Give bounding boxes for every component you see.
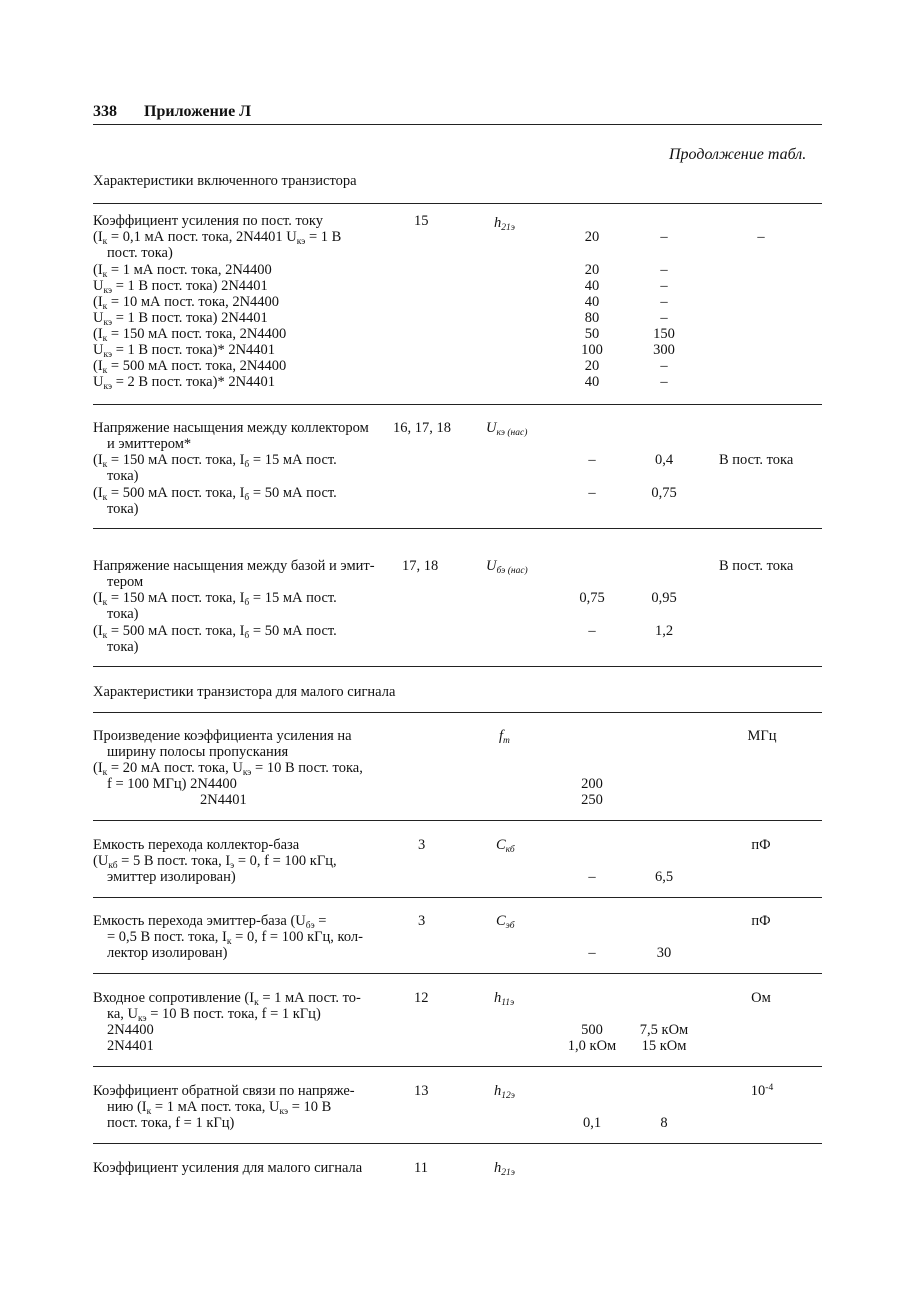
max-value: 1,2: [654, 623, 674, 639]
unit: –: [757, 229, 765, 245]
max-value: –: [660, 294, 668, 310]
unit: МГц: [747, 728, 777, 744]
param-line: тока): [107, 606, 139, 622]
param-line: и эмиттером*: [107, 436, 192, 452]
param-line: ($I_к = 500$ мА пост. тока, $I_б = 50$ мА пост.: [93, 485, 337, 503]
section-heading: Характеристики включенного транзистора: [93, 173, 357, 189]
unit: В пост. тока: [719, 452, 794, 468]
symbol: $h_{11э}$: [494, 990, 515, 1008]
param-line: Произведение коэффициента усиления на: [93, 728, 352, 744]
figure-ref: 11: [414, 1160, 428, 1176]
max-value: 6,5: [654, 869, 674, 885]
param-line: ($I_к = 10$ мА пост. тока, 2N4400: [93, 294, 280, 312]
unit: Ом: [751, 990, 771, 1006]
max-value: 150: [653, 326, 675, 342]
param-line: Коэффициент усиления по пост. току: [93, 213, 324, 229]
min-value: 20: [584, 262, 600, 278]
row-divider: [93, 1066, 822, 1067]
min-value: 40: [584, 278, 600, 294]
param-line: эмиттер изолирован): [107, 869, 236, 885]
row-divider: [93, 820, 822, 821]
param-line: ка, $U_{кэ} = 10$ В пост. тока, f = 1 кГц): [107, 1006, 321, 1024]
max-value: 30: [656, 945, 672, 961]
max-value: –: [660, 374, 668, 390]
max-value: 8: [660, 1115, 668, 1131]
param-line: тером: [107, 574, 144, 590]
max-value: 15 кОм: [641, 1038, 687, 1054]
min-value: –: [588, 485, 596, 501]
param-line: нию ($I_к = 1$ мА пост. тока, $U_{кэ} = 10$ В: [107, 1099, 332, 1117]
symbol: $U_{бэ (нас)}$: [486, 558, 528, 576]
max-value: 7,5 кОм: [639, 1022, 689, 1038]
figure-ref: 16, 17, 18: [393, 420, 451, 436]
min-value: 500: [581, 1022, 603, 1038]
min-value: 0,75: [579, 590, 605, 606]
page-number: 338: [93, 103, 117, 120]
appendix-title: Приложение Л: [144, 103, 252, 120]
table-rule: [93, 203, 822, 204]
min-value: 80: [584, 310, 600, 326]
param-line: ширину полосы пропускания: [107, 744, 289, 760]
max-value: 0,95: [651, 590, 677, 606]
param-line: 2N4401: [107, 1038, 154, 1054]
min-value: –: [588, 869, 596, 885]
param-line: ($I_к = 500$ мА пост. тока, 2N4400: [93, 358, 287, 376]
continuation-label: Продолжение табл.: [669, 146, 807, 163]
symbol: $f_т$: [499, 728, 510, 746]
min-value: –: [588, 945, 596, 961]
min-value: 1,0 кОм: [567, 1038, 617, 1054]
figure-ref: 12: [414, 990, 429, 1006]
param-line: $U_{кэ} = 2$ В пост. тока)* 2N4401: [93, 374, 276, 392]
max-value: 300: [653, 342, 675, 358]
param-line: ($I_к = 0,1$ мА пост. тока, 2N4401 $U_{кэ} = 1$ В: [93, 229, 342, 247]
param-line: Емкость перехода коллектор-база: [93, 837, 300, 853]
max-value: –: [660, 229, 668, 245]
param-line: ($I_к = 150$ мА пост. тока, $I_б = 15$ мА пост.: [93, 452, 337, 470]
row-divider: [93, 1143, 822, 1144]
param-line: пост. тока): [107, 245, 173, 261]
param-line: Напряжение насыщения между коллектором: [93, 420, 369, 436]
min-value: –: [588, 623, 596, 639]
figure-ref: 17, 18: [402, 558, 439, 574]
param-line: $U_{кэ} = 1$ В пост. тока) 2N4401: [93, 278, 268, 296]
row-divider: [93, 712, 822, 713]
param-line: ($I_к = 20$ мА пост. тока, $U_{кэ} = 10$ В пост. тока,: [93, 760, 363, 778]
param-line: 2N4400: [107, 1022, 154, 1038]
unit: пФ: [751, 913, 771, 929]
param-line: лектор изолирован): [107, 945, 228, 961]
unit: $10^{-4}$: [750, 1083, 774, 1099]
unit: пФ: [751, 837, 771, 853]
min-value: 50: [584, 326, 600, 342]
figure-ref: 13: [414, 1083, 429, 1099]
param-line: ($I_к = 150$ мА пост. тока, 2N4400: [93, 326, 287, 344]
param-line: тока): [107, 639, 139, 655]
max-value: –: [660, 278, 668, 294]
min-value: 200: [581, 776, 603, 792]
param-line: $U_{кэ} = 1$ В пост. тока)* 2N4401: [93, 342, 276, 360]
min-value: 20: [584, 358, 600, 374]
section-heading: Характеристики транзистора для малого сигнала: [93, 684, 396, 700]
max-value: 0,75: [651, 485, 677, 501]
param-line: Входное сопротивление ($I_к = 1$ мА пост. то-: [93, 990, 361, 1008]
param-line: Напряжение насыщения между базой и эмит-: [93, 558, 375, 574]
param-line: Емкость перехода эмиттер-база ($U_{бэ}$ =: [93, 913, 327, 931]
param-line: $U_{кэ} = 1$ В пост. тока) 2N4401: [93, 310, 268, 328]
param-line: ($I_к = 150$ мА пост. тока, $I_б = 15$ мА пост.: [93, 590, 337, 608]
max-value: –: [660, 310, 668, 326]
symbol: $h_{21э}$: [494, 215, 515, 233]
param-line: тока): [107, 501, 139, 517]
param-line: ($U_{кб} = 5$ В пост. тока, $I_э = 0$, f = 100 кГц,: [93, 853, 337, 871]
param-line: 2N4401: [200, 792, 247, 808]
unit: В пост. тока: [719, 558, 794, 574]
row-divider: [93, 528, 822, 529]
figure-ref: 3: [418, 913, 426, 929]
symbol: $h_{21э}$: [494, 1160, 515, 1178]
symbol: $C_{эб}$: [496, 913, 515, 931]
min-value: 40: [584, 374, 600, 390]
param-line: = 0,5 В пост. тока, $I_к = 0$, f = 100 кГц, кол-: [107, 929, 363, 947]
figure-ref: 15: [414, 213, 429, 229]
param-line: Коэффициент обратной связи по напряже-: [93, 1083, 355, 1099]
param-line: ($I_к = 500$ мА пост. тока, $I_б = 50$ мА пост.: [93, 623, 337, 641]
symbol: $C_{кб}$: [496, 837, 515, 855]
figure-ref: 3: [418, 837, 426, 853]
max-value: –: [660, 358, 668, 374]
min-value: 100: [581, 342, 603, 358]
param-line: пост. тока, f = 1 кГц): [107, 1115, 235, 1131]
param-line: ($I_к = 1$ мА пост. тока, 2N4400: [93, 262, 272, 280]
symbol: $h_{12э}$: [494, 1083, 515, 1101]
param-line: f = 100 МГц) 2N4400: [107, 776, 237, 792]
row-divider: [93, 973, 822, 974]
max-value: 0,4: [654, 452, 674, 468]
min-value: 250: [581, 792, 603, 808]
param-line: тока): [107, 468, 139, 484]
row-divider: [93, 404, 822, 405]
param-line: Коэффициент усиления для малого сигнала: [93, 1160, 363, 1176]
min-value: 20: [584, 229, 600, 245]
header-rule: [93, 124, 822, 125]
row-divider: [93, 666, 822, 667]
min-value: 40: [584, 294, 600, 310]
symbol: $U_{кэ (нас)}$: [486, 420, 528, 438]
max-value: –: [660, 262, 668, 278]
row-divider: [93, 897, 822, 898]
min-value: –: [588, 452, 596, 468]
min-value: 0,1: [582, 1115, 602, 1131]
